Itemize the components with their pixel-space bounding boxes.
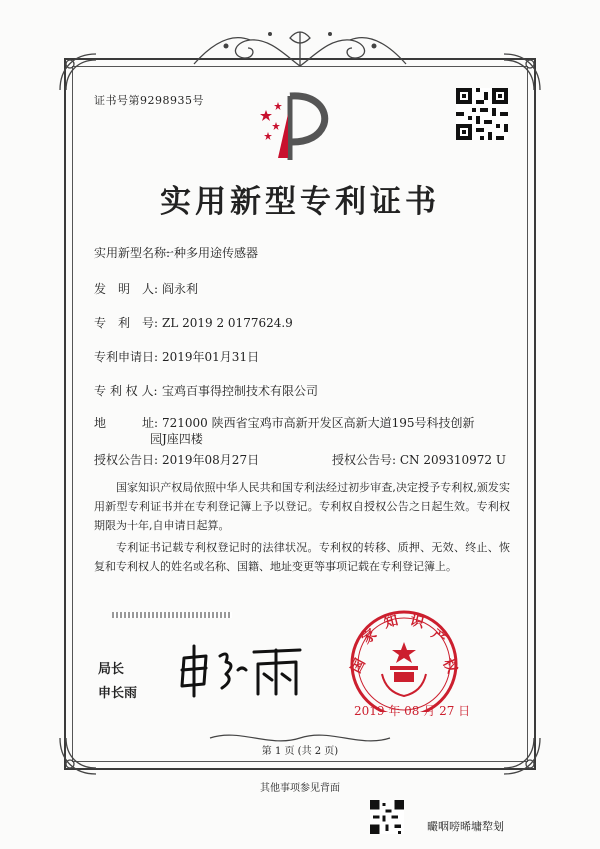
- footnote: 其他事项参见背面: [260, 783, 340, 794]
- field-value: 721000 陕西省宝鸡市高新开发区高新大道195号科技创新: [162, 416, 475, 430]
- signatory-name: 申长雨: [98, 686, 138, 701]
- field-address: [94, 414, 475, 431]
- bottom-caption: 曮咽嗙晞墉犂刬: [427, 820, 504, 833]
- address-line-2: 园J座四楼: [150, 432, 203, 446]
- legal-notice: [94, 538, 510, 576]
- grant-paragraph: 国家知识产权局依照中华人民共和国专利法经过初步审查,决定授予专利权,颁发实用新型专利证书并在专利登记簿上予以登记。专利权自授权公告之日起生效。专利权期限为十年,自申请日起算。: [94, 481, 510, 532]
- security-strip: [112, 612, 232, 618]
- field-value: 阎永利: [162, 282, 199, 296]
- field-label: 地 址:: [94, 416, 159, 430]
- corner-ornament-top-left: [56, 50, 100, 94]
- field-value: 2019年08月27日: [162, 453, 260, 467]
- certificate-number: 证书号第9298935号: [94, 94, 204, 107]
- signatory-title: 局长: [98, 662, 125, 677]
- field-label: 发 明 人:: [94, 282, 159, 296]
- publication-number: 授权公告号: CN 209310972 U: [332, 453, 506, 467]
- patent-office-logo: [258, 88, 334, 164]
- svg-text:家: 家: [358, 626, 380, 648]
- field-utility-model-name: [94, 244, 258, 261]
- certificate-title: 实用新型专利证书: [160, 184, 440, 220]
- small-qr-code: [370, 800, 404, 834]
- field-label: 专 利 号:: [94, 316, 159, 330]
- field-label: 专 利 权 人:: [94, 384, 158, 398]
- field-application-date: [94, 348, 259, 365]
- qr-code: [456, 88, 508, 140]
- field-inventor: [94, 280, 198, 297]
- field-label: 实用新型名称:: [94, 246, 171, 260]
- field-label: 授权公告日:: [94, 453, 159, 467]
- seal-date: 2019 年 08 月 27 日: [354, 704, 471, 718]
- svg-text:产: 产: [428, 626, 450, 648]
- official-seal: [336, 604, 472, 712]
- field-value: ZL 2019 2 0177624.9: [162, 316, 293, 330]
- field-patent-number: [94, 314, 293, 331]
- field-value: 宝鸡百事得控制技术有限公司: [162, 384, 319, 398]
- grant-statement: [94, 478, 510, 535]
- field-label: 专利申请日:: [94, 350, 159, 364]
- field-value: 2019年01月31日: [162, 350, 260, 364]
- svg-text:国: 国: [348, 656, 369, 677]
- field-grant-date: [94, 451, 259, 468]
- field-patentee: [94, 382, 318, 399]
- top-ornament: [190, 26, 410, 70]
- page-number: 第 1 页 (共 2 页): [261, 746, 339, 757]
- legal-paragraph: 专利证书记载专利权登记时的法律状况。专利权的转移、质押、无效、终止、恢复和专利权人的姓名或名称、国籍、地址变更等事项记载在专利登记簿上。: [94, 541, 510, 573]
- svg-text:识: 识: [408, 612, 426, 632]
- svg-text:权: 权: [439, 656, 460, 677]
- field-value: 一种多用途传感器: [162, 246, 259, 260]
- svg-text:知: 知: [382, 612, 400, 632]
- handwritten-signature: [176, 640, 306, 700]
